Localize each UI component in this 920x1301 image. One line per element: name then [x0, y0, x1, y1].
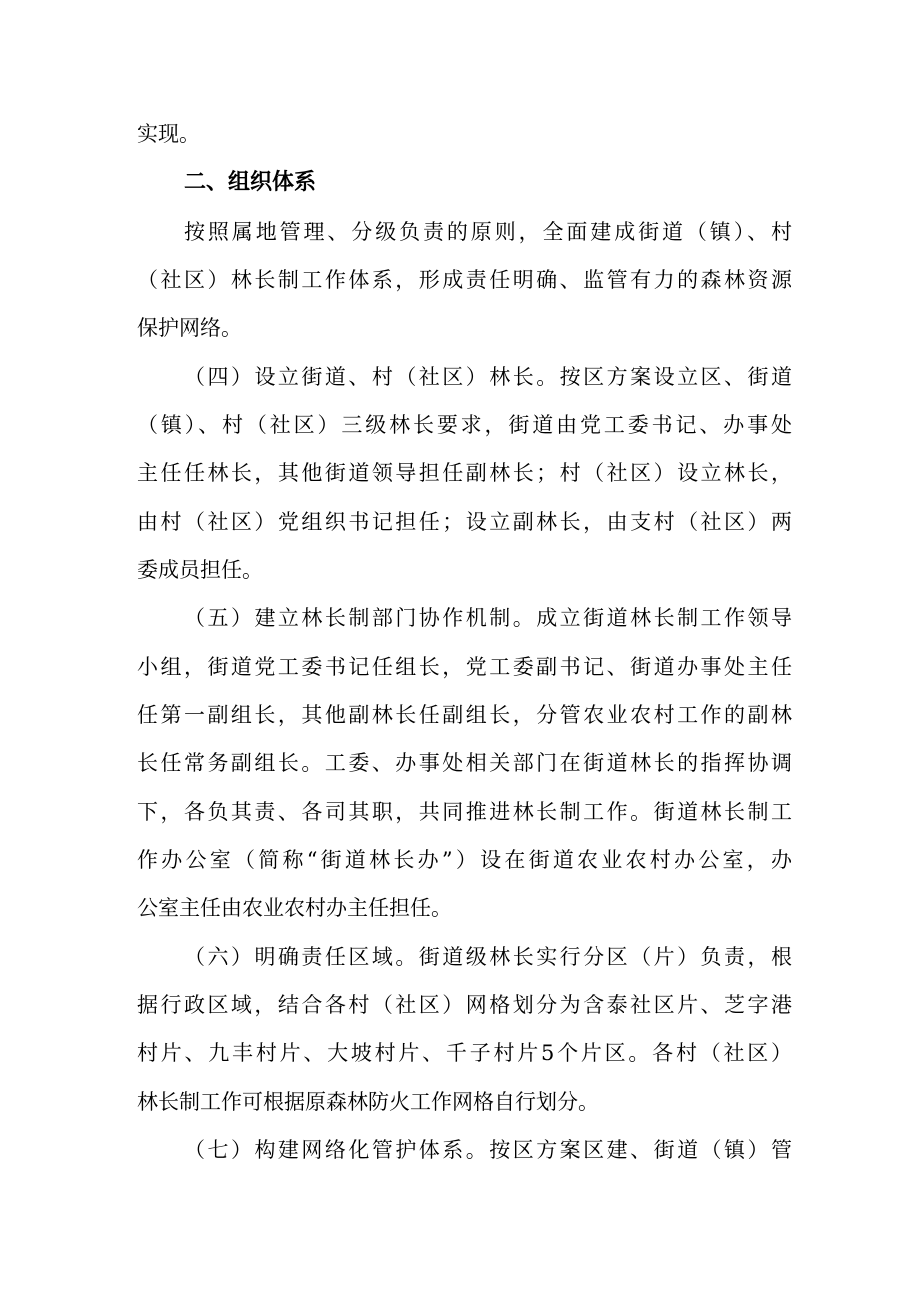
text-line: 由村（社区）党组织书记担任；设立副林长，由支村（社区）两: [137, 510, 792, 534]
text-line: 实现。: [137, 122, 200, 146]
text-line: （镇）、村（社区）三级林长要求，街道由党工委书记、办事处: [137, 413, 792, 437]
text-line: 据行政区域，结合各村（社区）网格划分为含泰社区片、芝字港: [137, 993, 792, 1017]
text-line: 作办公室（简称“街道林长办”）设在街道农业农村办公室，办: [137, 848, 792, 872]
text-line: 主任任林长，其他街道领导担任副林长；村（社区）设立林长，: [137, 461, 792, 485]
text-line: （社区）林长制工作体系，形成责任明确、监管有力的森林资源: [137, 268, 792, 292]
text-line: 保护网络。: [137, 316, 242, 340]
text-line: 公室主任由农业农村办主任担任。: [137, 896, 452, 920]
text-line: 长任常务副组长。工委、办事处相关部门在街道林长的指挥协调: [137, 751, 792, 775]
section-heading: 二、组织体系: [184, 170, 317, 195]
text-line: （六）明确责任区域。街道级林长实行分区（片）负责，根: [184, 945, 792, 969]
text-line: 下，各负其责、各司其职，共同推进林长制工作。街道林长制工: [137, 800, 792, 824]
text-line: 任第一副组长，其他副林长任副组长，分管农业农村工作的副林: [137, 703, 792, 727]
text-line: 村片、九丰村片、大坡村片、千子村片5个片区。各村（社区）: [137, 1041, 792, 1065]
text-line: （五）建立林长制部门协作机制。成立街道林长制工作领导: [184, 606, 792, 630]
text-line: 小组，街道党工委书记任组长，党工委副书记、街道办事处主任: [137, 655, 792, 679]
text-line: 按照属地管理、分级负责的原则，全面建成街道（镇）、村: [184, 220, 792, 244]
text-line: （七）构建网络化管护体系。按区方案区建、街道（镇）管: [184, 1138, 792, 1162]
text-line: （四）设立街道、村（社区）林长。按区方案设立区、街道: [184, 365, 792, 389]
text-line: 委成员担任。: [137, 558, 263, 582]
text-line: 林长制工作可根据原森林防火工作网格自行划分。: [137, 1090, 599, 1114]
